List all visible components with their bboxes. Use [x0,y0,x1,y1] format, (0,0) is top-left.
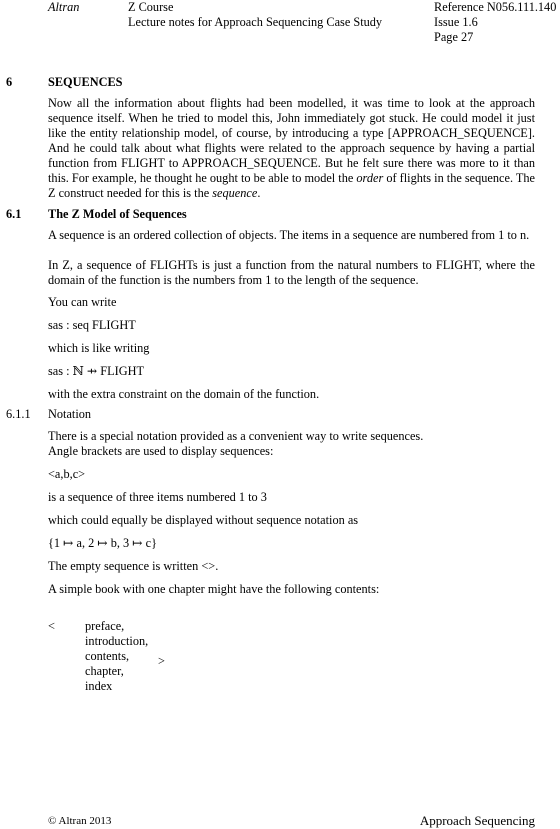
para-text-start: Now all the information about flights had been modelled, it was time to look at the approach sequence itself. When he tried to model this, John immediately got stuck. He could model it just like the entity relationship model, of course, by introducing a type [APPROACH_SEQUENCE]. And he could talk about what flights were related to the approach sequence by having a partial function from FLIGHT to APPROACH_SEQUENCE. But he felt sure there was more to it than this. For example, he thought he ought to be able to model the [48,96,535,185]
section-6-1-which-is-like: which is like writing [48,341,150,355]
section-6-1-1-number: 6.1.1 [6,407,31,421]
section-6-1-1-maplet-set: {1 ↦ a, 2 ↦ b, 3 ↦ c} [48,536,157,550]
footer-title: Approach Sequencing [419,813,535,828]
para-text-middle: of flights in the sequence. The Z construct needed for this is the [48,171,536,200]
list-item: chapter, [85,664,124,678]
header-issue: Issue 1.6 [434,15,478,29]
header-subtitle: Lecture notes for Approach Sequencing Case Study [128,15,383,29]
header-reference-block [434,0,556,45]
section-6-number: 6 [6,75,13,89]
section-6-1-1-book-contents-intro: A simple book with one chapter might have the following contents: [48,582,380,596]
header-course-title: Z Course [128,0,174,14]
list-item: introduction, [85,634,149,648]
section-6-1-function-declaration: sas : ℕ ⇸ FLIGHT [48,364,145,378]
section-6-1-you-can-write: You can write [48,295,117,309]
section-6-paragraph [48,96,535,201]
contents-list [85,619,148,694]
list-item: index [85,679,113,693]
list-item: contents, [85,649,130,663]
section-6-1-1-angle-brackets: Angle brackets are used to display sequences: [48,444,274,458]
section-6-title: SEQUENCES [48,75,123,89]
section-6-1-1-without-notation: which could equally be displayed without sequence notation as [48,513,359,527]
header-reference: Reference N056.111.140 [434,0,557,14]
para-emphasis-sequence: sequence [212,186,258,200]
section-6-1-1-example-sequence: <a,b,c> [48,467,86,481]
para-emphasis-order: order [356,171,384,185]
list-item: preface, [85,619,125,633]
section-6-1-1-title: Notation [48,407,92,421]
header-course-block [128,0,382,30]
section-6-1-paragraph-1: A sequence is an ordered collection of objects. The items in a sequence are numbered from 1 to n. [48,228,530,242]
footer-copyright: © Altran 2013 [48,815,112,827]
section-6-1-title: The Z Model of Sequences [48,207,187,221]
section-6-1-extra-constraint: with the extra constraint on the domain of the function. [48,387,320,401]
contents-list-open-bracket: < [48,619,55,633]
section-6-1-number: 6.1 [6,207,22,221]
para-text-end: . [257,186,261,200]
header-page-number: Page 27 [434,30,474,44]
contents-list-close-bracket: > [158,654,165,668]
section-6-1-paragraph-2: In Z, a sequence of FLIGHTs is just a function from the natural numbers to FLIGHT, where the domain of the function is the numbers from 1 to the length of the sequence. [48,258,535,287]
section-6-1-1-three-items: is a sequence of three items numbered 1 to 3 [48,490,267,504]
section-6-1-1-special-notation: There is a special notation provided as a convenient way to write sequences. [48,429,424,443]
section-6-1-1-empty-sequence: The empty sequence is written <>. [48,559,219,573]
header-company: Altran [48,0,80,14]
section-6-1-seq-declaration: sas : seq FLIGHT [48,318,136,332]
